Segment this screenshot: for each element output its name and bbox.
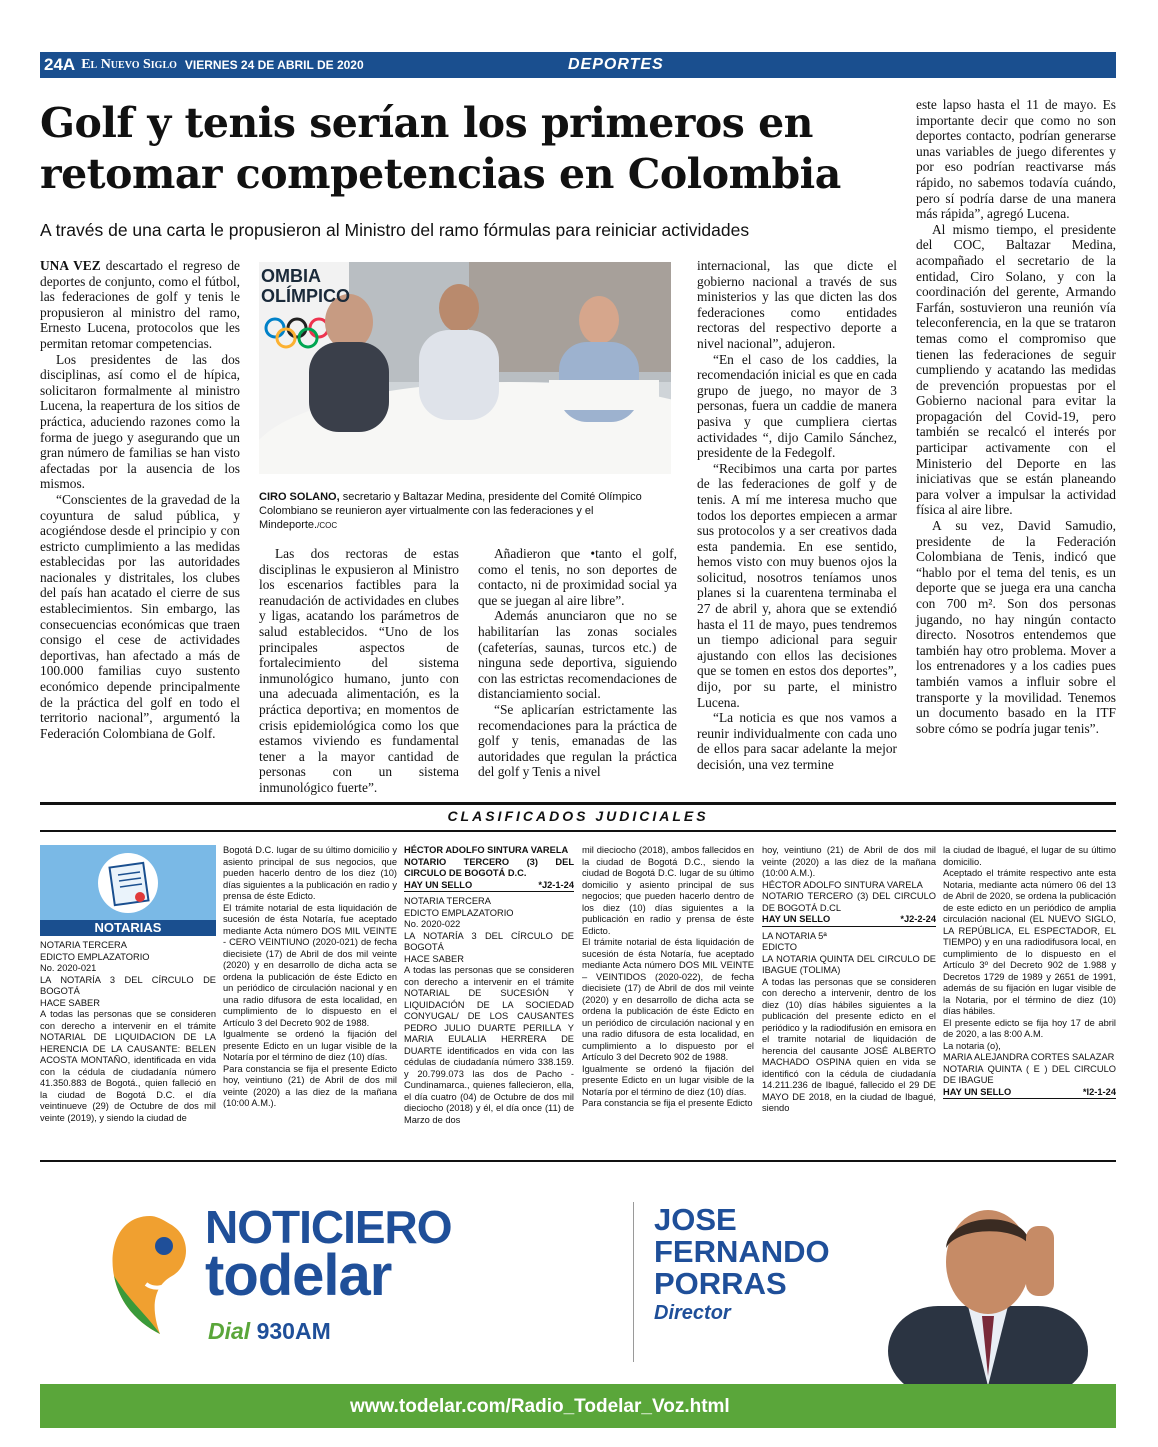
legal-notice-col3 <box>404 845 574 1126</box>
page-number: 24A <box>44 55 76 74</box>
legal-notice-3: LA NOTARIA 5ª EDICTO LA NOTARIA QUINTA DEL CIRCULO DE IBAGUE (TOLIMA) A todas las personas que se consideren con derecho a intervenir, dentro de los diez (10) días hábiles siguientes a la publicación del presente edicto en el periódico y la radiodifusión en emisora en el tramite notarial de liquidación de herencia del causante JOSÉ ALBERTO MACHADO OSPINA quien en vida se identificó con la cédula de ciudadanía 14.211.236 de Ibagué, fallecido el 29 DE MAYO DE 2018, en la ciudad de Ibagué, siendo <box>762 930 936 1113</box>
masthead <box>40 52 1116 78</box>
paragraph: “Se aplicarían estrictamente las recomendaciones para la práctica de golf y tenis, emanadas de las autoridades que regulan la práctica del golf y Tenis a nivel <box>478 701 677 780</box>
article-column-2 <box>259 546 459 796</box>
ad-director-name: JOSE FERNANDO PORRAS <box>654 1202 830 1301</box>
category-label: NOTARIAS <box>40 920 216 936</box>
todelar-bird-logo-icon <box>100 1206 200 1346</box>
seal-line: HAY UN SELLO *I2-1-24 <box>943 1087 1116 1100</box>
paragraph: Además anunciaron que no se habilitarían las zonas sociales (cafeterías, saunas, turcos etc.) de ninguna sede deportiva, siguiendo con las estrictas recomendaciones de distanciamiento social. <box>478 608 677 702</box>
notary-signature: hoy, veintiuno (21) de Abril de dos mil veinte (2020) a las diez de la mañana (10:00 A.M.). HÉCTOR ADOLFO SINTURA VARELA NOTARIO TERCERO (3) DEL CIRCULO DE BOGOTÁ D.CL <box>762 845 936 913</box>
ad-director-role: Director <box>654 1302 731 1324</box>
seal-line: HAY UN SELLO *J2-2-24 <box>762 914 936 927</box>
certificate-icon <box>40 845 216 921</box>
newspaper-name: El Nuevo Siglo <box>81 57 177 72</box>
paragraph: Los presidentes de las dos disciplinas, así como el de hípica, solicitaron formalmente al ministro Lucena, la reapertura de los sitios de práctica, aduciendo razones como la forma de juego y asegurando que un gran número de familias se han visto afectadas por la ausencia de los mismos. <box>40 351 240 492</box>
photo-credit: /COC <box>317 521 338 530</box>
legal-notice-2: NOTARIA TERCERA EDICTO EMPLAZATORIO No. 2020-022 LA NOTARÍA 3 DEL CÍRCULO DE BOGOTÁ HACE SABER A todas las personas que se consideren con derecho a intervenir en el trámite NOTARIAL DE SUCESIÓN Y LIQUIDACIÓN DE LA SOCIEDAD CONYUGAL/ DE LOS CAUSANTES PEDRO JULIO DUARTE PERILLA Y MARIA EULALIA HERRERA DE DUARTE identificados en vida con las cédulas de ciudadanía número 338.159. y 20.799.073 las dos de Pacho - Cundinamarca., quienes fallecieron, ella, el día cuatro (04) de Octubre de dos mil dieciocho (2018) y él, el día once (11) de Marzo de dos <box>404 896 574 1125</box>
ad-brand-line2: todelar <box>205 1243 392 1308</box>
section-divider <box>40 1160 1116 1162</box>
section-divider <box>40 830 1116 832</box>
paragraph: A su vez, David Samudio, presidente de la Federación Colombiana de Tenis, indicó que “hablo por el tema del tenis, es un deporte que se juega era una cancha con 700 m². Son dos personas jugando, no hay ningún contacto directo. Nosotros entendemos que también hay otro problema. Mover a los entrenadores y a los cadies pues también vamos a influir sobre el transporte y la movilidad. Tenemos un documento basado en la ITF sobre cómo se podría jugar tenis”. <box>916 518 1116 736</box>
director-portrait <box>858 1186 1098 1386</box>
paragraph: Añadieron que •tanto el golf, como el tenis, no son deportes de contacto, ni de proximidad social ya que se juegan al aire libre”. <box>478 546 677 608</box>
section-divider <box>40 802 1116 805</box>
legal-notice-3-cont: la ciudad de Ibagué, el lugar de su último domicilio. Aceptado el trámite respectivo ante esta Notaria, mediante acta número 06 del 13 de Abril de 2020, se ordena la publicación de este edicto en un periódico de amplia circulación nacional (EL NUEVO SIGLO, LA REPÚBLICA, EL ESPECTADOR, EL TIEMPO) y en una radiodifusora local, en cumplimiento de lo dispuesto en el Artículo 3º del Decreto 902 de 1.988 y Decretos 1729 de 1989 y 2651 de 1991, además de su fijación en lugar visible de la Notaria, por el término de diez (10) días hábiles. El presente edicto se fija hoy 17 de abril de 2020, a las 8:00 A.M. La notaria (o), MARIA ALEJANDRA CORTES SALAZAR NOTARIA QUINTA ( E ) DEL CIRCULO DE IBAGUE <box>943 845 1116 1085</box>
article-column-5 <box>916 97 1116 736</box>
issue-date: VIERNES 24 DE ABRIL DE 2020 <box>184 58 364 72</box>
legal-notice-2-cont: mil dieciocho (2018), ambos fallecidos en la ciudad de Bogotá D.C., siendo la ciudad de Bogotá D.C. lugar de su último domicilio y asiento principal de sus negocios; que pueden hacerlo dentro de los diez (10) días siguientes a la publicación en radio y prensa de éste Edicto. El trámite notarial de ésta liquidación de sucesión de ésta Notaría, fue aceptado mediante Acta número DOS MIL VEINTE – VEINTIDOS (2020-022), de fecha diecisiete (17) de Abril de dos mil veinte (2020) y en desarrollo de dicha acta se ordena la publicación de éste Edicto en un periódico de circulación nacional y en una radio difusora de esta localidad, en cumplimiento a lo dispuesto por el Artículo 3 del Decreto 902 de 1988. Igualmente se ordenó la fijación del presente Edicto en un lugar visible de la Notaría por el término de diez (10) días. Para constancia se fija el presente Edicto <box>582 845 754 1108</box>
article-column-3 <box>478 546 677 780</box>
paragraph: este lapso hasta el 11 de mayo. Es importante decir que como no son deportes contacto, podrían generarse unas variables de juego diferentes y por eso podrían reactivarse más rápido, no sabemos todavía cuándo, pero sí podría darse de una manera más rápida”, agregó Lucena. <box>916 97 1116 222</box>
ad-url[interactable]: www.todelar.com/Radio_Todelar_Voz.html <box>350 1396 730 1417</box>
headline: Golf y tenis serían los primeros en retomar competencias en Colombia <box>40 99 841 198</box>
classifieds-title: CLASIFICADOS JUDICIALES <box>447 808 709 824</box>
ad-dial: Dial 930AM <box>208 1318 331 1344</box>
ad-divider <box>633 1202 634 1362</box>
paragraph: “La noticia es que nos vamos a reunir individualmente con cada uno de ellos para sacar adelante la mejor decisión, una vez termine <box>697 710 897 772</box>
ad-brand-line1: NOTICIERO <box>205 1201 452 1253</box>
legal-notice-1: NOTARIA TERCERA EDICTO EMPLAZATORIO No. 2020-021 LA NOTARÍA 3 DEL CÍRCULO DE BOGOTÁ HACE SABER A todas las personas que se consideren con derecho a intervenir en el trámite NOTARIAL DE LIQUIDACION DE LA HERENCIA DE LA CAUSANTE: BELEN ACOSTA MONTAÑO, identificada en vida con la cédula de ciudadanía número 41.350.883 de Bogotá., quien falleció en la ciudad de Bogotá D.C. el día veintinueve (29) de Octubre de dos mil veinte (2019), y siendo la ciudad de <box>40 940 216 1123</box>
paragraph: Al mismo tiempo, el presidente del COC, Baltazar Medina, acompañado el secretario de la entidad, Ciro Solano, y con la coordinación del gerente, Armando Farfán, sostuvieron una reunión vía teleconferencia, en la que se trataron temas como el compromiso que tienen las federaciones de seguir cumpliendo y acatando las medidas de prevención propuestas por el Gobierno nacional para evitar la propagación del Covid-19, pero también se recalcó el interés por participar activamente con el Ministerio del Deporte en las iniciativas que se están planeando para volver a impulsar la actividad física al aire libre. <box>916 221 1116 518</box>
photo-backdrop-text: OMBIA OLÍMPICO <box>261 266 350 306</box>
section-title: DEPORTES <box>568 56 664 73</box>
advertisement <box>40 1178 1116 1428</box>
notary-signature: HÉCTOR ADOLFO SINTURA VARELA NOTARIO TERCERO (3) DEL CIRCULO DE BOGOTÁ D.C. <box>404 845 574 878</box>
paragraph: “Conscientes de la gravedad de la coyuntura de salud pública, y acogiéndose desde el principio y con estricto cumplimiento a las medidas establecidas por las autoridades nacionales y distritales, los clubes del país han acatado el cierre de sus establecimientos. Sin embargo, las consecuencias económicas que traen consigo el cese de actividades deportivas, han afectado a más de 100.000 familias cuyo sustento económico depende principalmente de la práctica del golf en todo el territorio nacional”, argumentó la Federación Colombiana de Golf. <box>40 491 240 741</box>
paragraph: Las dos rectoras de estas disciplinas le expusieron al Ministro los escenarios factibles para la reanudación de actividades en clubes y ligas, acatando los parámetros de salud establecidos. “Uno de los principales aspectos de fortalecimiento del sistema inmunológico humano, junto con una adecuada alimentación, es la práctica deportiva; en momentos de crisis epidemiológica como los que estamos viviendo es fundamental tener a la mayor cantidad de personas con un sistema inmunológico fuerte”. <box>259 546 459 795</box>
article-column-4 <box>697 258 897 773</box>
photo-caption: CIRO SOLANO, secretario y Baltazar Medina, presidente del Comité Olímpico Colombiano se reunieron ayer virtualmente con las federaciones y el Mindeporte./COC <box>259 491 642 531</box>
legal-notice-1-cont: Bogotá D.C. lugar de su último domicilio y asiento principal de sus negocios, que pueden hacerlo dentro de los diez (10) días siguientes a la publicación en radio y prensa de éste Edicto. El trámite notarial de esta liquidación de sucesión de ésta Notaría, fue aceptado mediante Acta número DOS MIL VEINTE - CERO VEINTIUNO (2020-021) de fecha diecisiete (17) de Abril de dos mil veinte (2020) y en desarrollo de dicha acta se ordena la publicación de éste Edicto en un periódico de circulación nacional y en una radio difusora de esta localidad, en cumplimiento de lo dispuesto en el Artículo 3 del Decreto 902 de 1988. Igualmente se ordenó la fijación del presente Edicto en un lugar visible de la Notaría por el término de diez (10) días. Para constancia se fija el presente Edicto hoy, veintiuno (21) de Abril de dos mil veinte (2020) a las diez de la mañana (10:00 A.M.). <box>223 845 397 1108</box>
paragraph: “Recibimos una carta por partes de las federaciones de golf y de tenis. A mí me interesa mucho que todos los deportes empiecen a armar sus protocolos y a ser creativos dada esta pandemia. En ese sentido, hemos visto con muy buenos ojos la solicitud, nosotros teníamos unos planes si la cuarentena terminaba el 27 de abril y, ahora que se extendió hasta el 11 de mayo, pues tendremos un tiempo adicional para seguir ajustando con ellos las decisiones que se tomen en estos dos deportes”, dijo, por su parte, el ministro Lucena. <box>697 460 897 710</box>
subheadline: A través de una carta le propusieron al Ministro del ramo fórmulas para reiniciar actividades <box>40 220 750 240</box>
paragraph: UNA VEZ descartado el regreso de deportes de conjunto, como el fútbol, las federaciones de golf y tenis le propusieron al ministro del ramo, Ernesto Lucena, protocolos que les permitan retomar competencias. <box>40 258 240 351</box>
paragraph: internacional, las que dicte el gobierno nacional a través de sus ministerios y las que dicten las dos federaciones como entidades rectoras del respectivo deporte a nivel nacional”, adujeron. <box>697 258 897 351</box>
article-column-1 <box>40 258 240 741</box>
legal-notice-col5 <box>762 845 936 1115</box>
article-photo <box>259 262 671 474</box>
paragraph: “En el caso de los caddies, la recomendación inicial es que en cada grupo de juego, no mayor de 3 personas, fuera un caddie de manera pasiva y que cumpliera ciertas actividades “, dijo Camilo Sánchez, presidente de la Fedegolf. <box>697 351 897 461</box>
seal-line: HAY UN SELLO *J2-1-24 <box>404 880 574 893</box>
legal-notice-col6 <box>943 845 1116 1099</box>
lead-in: UNA VEZ <box>40 258 101 273</box>
